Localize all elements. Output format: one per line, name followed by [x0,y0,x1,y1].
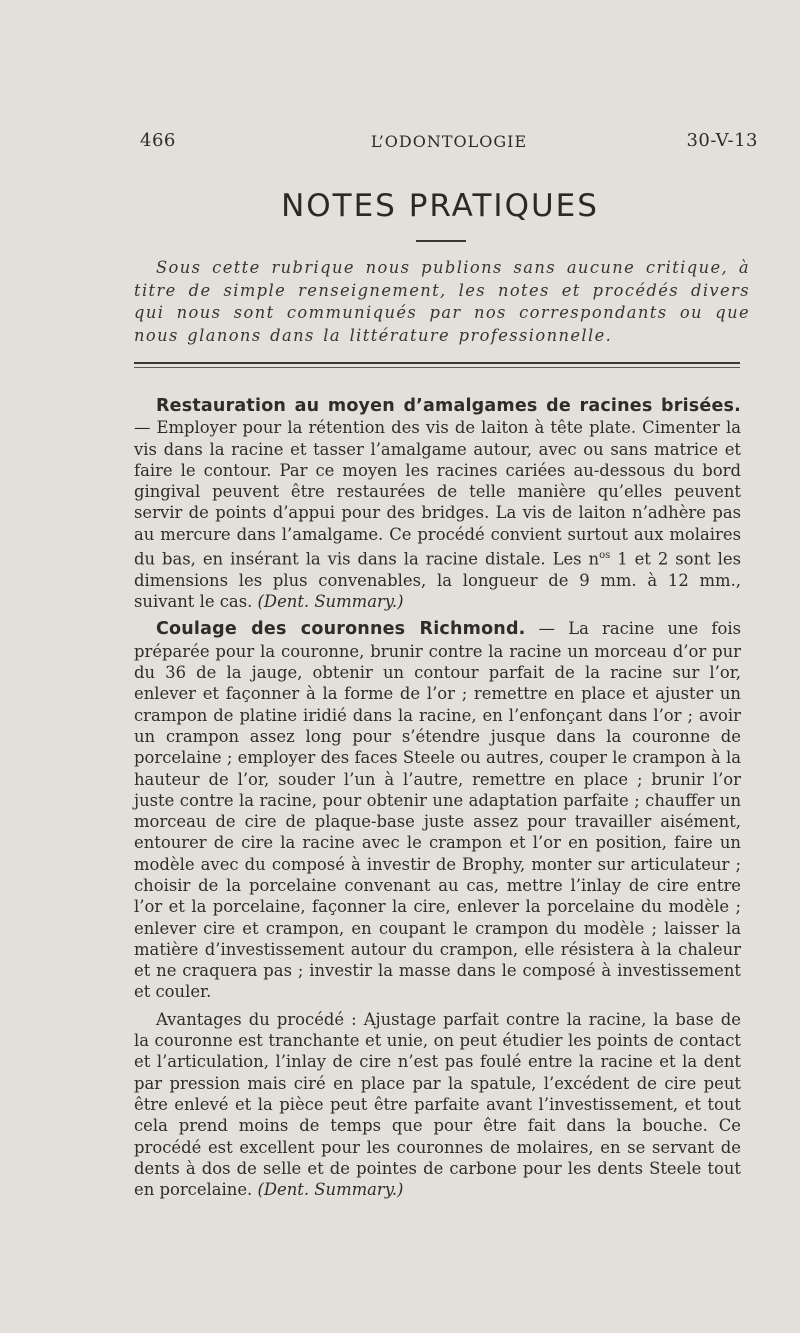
intro-text: Sous cette rubrique nous publions sans aucune critique, à titre de simple renseignement, les notes et procédés divers qui nous sont communiqués par nos correspondants ou que nous glanons dans la littérature professionnelle. [134,258,750,345]
heading-dash: — [134,418,157,438]
intro-paragraph [134,257,750,347]
journal-title: L’ODONTOLOGIE [370,132,528,151]
source-citation: (Dent. Summary.) [257,1180,404,1200]
section-text: La racine une fois préparée pour la couronne, brunir contre la racine un morceau d’or pur du 36 de la jauge, obtenir un contour parfait de la racine sur l’or, enlever et façonner à la forme de l’or ; remettre en place et ajuster un crampon de platine iridié dans la racine, en l’enfonçant dans l’or ; avoir un crampon assez long pour s’étendre jusque dans la couronne de porcelaine ; employer des faces Steele ou autres, couper le crampon à la hauteur de l’or, souder l’un à l’autre, remettre en place ; brunir l’or juste contre la racine, pour obtenir une adaptation parfaite ; chauffer un morceau de cire de plaque-base juste assez pour travailler aisément, entourer de cire la racine avec le crampon et l’or en position, faire un modèle avec du composé à investir de Brophy, monter sur articulateur ; choisir de la porcelaine convenant au cas, mettre l’inlay de cire entre l’or et la porcelaine, façonner la cire, enlever la porcelaine du modèle ; enlever cire et crampon, en coupant le crampon du modèle ; laisser la matière d’investissement autour du crampon, elle résistera à la chaleur et ne craquera pas ; investir la masse dans le composé à investissement et couler. [134,619,741,1002]
source-citation: (Dent. Summary.) [257,592,404,612]
section-text: Employer pour la rétention des vis de laiton à tête plate. Cimenter la vis dans la racine et tasser l’amalgame autour, avec ou sans matrice et faire le contour. Par ce moyen les racines cariées au-dessous du bord gingival peuvent être restaurées de telle manière qu’elles peuvent servir de points d’appui pour des bridges. La vis de laiton n’adhère pas au mercure dans l’amalgame. Ce procédé convient surtout aux molaires du bas, en insérant la vis dans la racine distale. Les n [134,418,741,569]
section-restauration [134,395,741,612]
issue-date: 30-V-13 [686,130,758,151]
heading-dash: — [525,619,569,639]
section-heading: Coulage des couronnes Richmond. [156,619,526,640]
superscript: os [599,550,611,562]
section-divider [134,362,740,368]
article-body [134,395,741,1206]
section-text: Avantages du procédé : Ajustage parfait contre la racine, la base de la couronne est tranchante et unie, on peut étudier les points de contact et l’articulation, l’inlay de cire n’est pas foulé entre la racine et la dent par pression mais ciré en place par la spatule, l’excédent de cire peut être enlevé et la pièce peut être parfaite avant l’investissement, et tout cela prend moins de temps que pour être fait dans la bouche. Ce procédé est excellent pour les couronnes de molaires, en se servant de dents à dos de selle et de pointes de carbone pour les dents Steele tout en porcelaine. [134,1009,741,1200]
page-title: NOTES PRATIQUES [281,188,599,224]
title-underline [416,240,466,242]
section-text-end: 1 et 2 sont les dimensions les plus convenables, la longueur de 9 mm. à 12 mm., suivant le cas. [134,549,741,612]
section-coulage [134,618,741,1002]
section-avantages [134,1009,741,1201]
section-heading: Restauration au moyen d’amalgames de racines brisées. [156,396,741,416]
page-number: 466 [140,130,176,151]
